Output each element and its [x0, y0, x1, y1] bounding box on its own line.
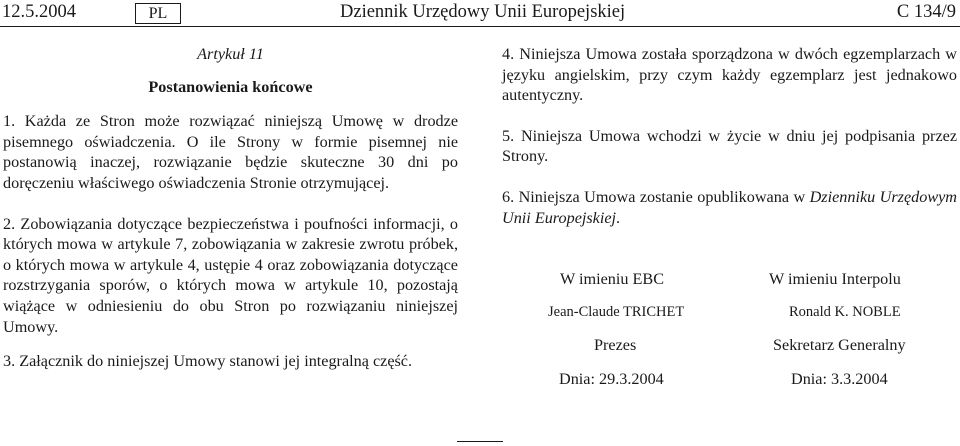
paragraph-1: 1. Każda ze Stron może rozwiązać niniejszą Umowę w drodze pisemnego oświadczenia. O ile Strony w formie pisemnej nie postanowią inaczej, rozwiązanie będzie skuteczne 30 dni po doręczeniu właściwego oświadczenia Stronie otrzymującej.	[3, 112, 458, 192]
publication-date: 12.5.2004	[2, 2, 76, 22]
left-column	[3, 44, 458, 372]
paragraph-2: 2. Zobowiązania dotyczące bezpieczeństwa i poufności informacji, o których mowa w artykule 7, zobowiązania w zakresie zwrotu próbek, o których mowa w artykule 4, ustępie 4 oraz zobowiązania dotyczące rozstrzygania sporów, o których mowa w artykule 10, pozostają wiążące w odniesieniu do obu Stron po rozwiązaniu niniejszej Umowy.	[3, 214, 458, 336]
signature-ecb-title: Prezes	[594, 336, 637, 354]
page-reference: C 134/9	[896, 2, 956, 22]
right-column	[502, 44, 957, 228]
paragraph-4: 4. Niniejsza Umowa została sporządzona w dwóch egzemplarzach w języku angielskim, przy czym każdy egzemplarz jest jednakowo autentyczny.	[502, 45, 957, 105]
journal-name-italic: Dzienniku Urzędowym Unii Europejskiej	[502, 187, 957, 227]
journal-title: Dziennik Urzędowy Unii Europejskiej	[340, 2, 626, 22]
signature-interpol-behalf: W imieniu Interpolu	[769, 270, 901, 288]
paragraph-3: 3. Załącznik do niniejszej Umowy stanowi jej integralną część.	[3, 352, 413, 371]
article-subtitle: Postanowienia końcowe	[148, 77, 313, 96]
header-rule	[0, 26, 960, 27]
signature-interpol-date: Dnia: 3.3.2004	[791, 370, 888, 388]
signature-interpol-title: Sekretarz Generalny	[773, 336, 906, 354]
signature-ecb-date: Dnia: 29.3.2004	[559, 370, 664, 388]
article-title: Artykuł 11	[197, 45, 264, 63]
signature-ecb-name: Jean-Claude TRICHET	[548, 304, 685, 320]
language-badge: PL	[135, 3, 181, 24]
signature-interpol-name: Ronald K. NOBLE	[789, 304, 901, 320]
paragraph-6	[502, 187, 957, 228]
paragraph-6-text: 6. Niniejsza Umowa zostanie opublikowana w	[502, 187, 810, 206]
signature-ecb-behalf: W imieniu EBC	[560, 270, 665, 288]
page-header	[0, 0, 960, 28]
paragraph-6-end: .	[616, 208, 621, 227]
paragraph-5: 5. Niniejsza Umowa wchodzi w życie w dniu jej podpisania przez Strony.	[502, 126, 957, 166]
footer-rule	[457, 441, 503, 442]
